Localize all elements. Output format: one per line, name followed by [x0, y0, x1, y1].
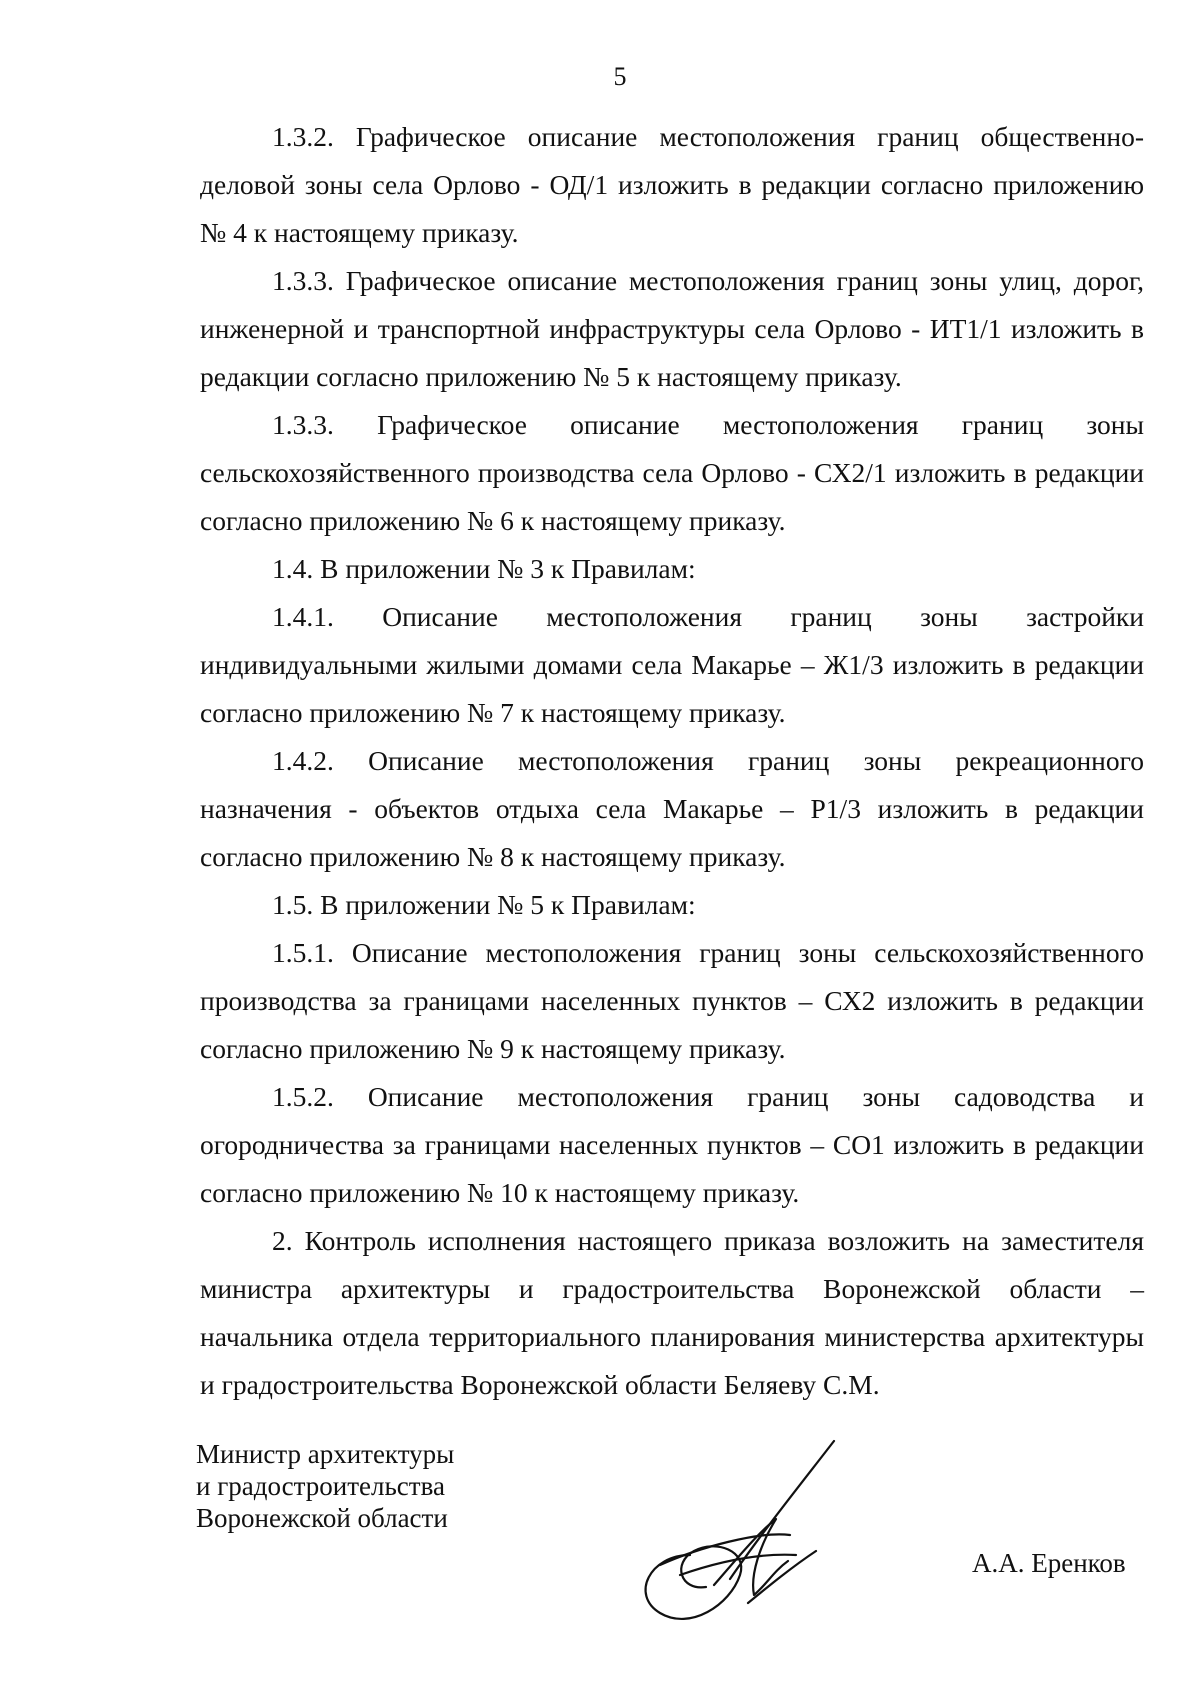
paragraph-1-5: 1.5. В приложении № 5 к Правилам:	[272, 889, 696, 920]
paragraph-1-5-2: 1.5.2. Описание местоположения границ зоны садоводства и огородничества за границами населенных пунктов – СО1 изложить в редакции согласно приложению № 10 к настоящему приказу.	[200, 1081, 1144, 1208]
signer-title-line-2: и градостроительства	[196, 1471, 445, 1501]
handwritten-signature	[620, 1435, 840, 1635]
page-number: 5	[613, 62, 627, 91]
signer-title-line-1: Министр архитектуры	[196, 1439, 455, 1469]
paragraph-1-4: 1.4. В приложении № 3 к Правилам:	[272, 553, 696, 584]
document-body	[200, 113, 1144, 1409]
paragraph-2: 2. Контроль исполнения настоящего приказа возложить на заместителя министра архитектуры и градостроительства Воронежской области – начальника отдела территориального планирования министерства архитектуры и градостроительства Воронежской области Беляеву С.М.	[200, 1225, 1144, 1400]
paragraph-1-4-2: 1.4.2. Описание местоположения границ зоны рекреационного назначения - объектов отдыха села Макарье – Р1/3 изложить в редакции согласно приложению № 8 к настоящему приказу.	[200, 745, 1144, 872]
signer-title-line-3: Воронежской области	[196, 1503, 448, 1533]
paragraph-1-3-3-b: 1.3.3. Графическое описание местоположения границ зоны сельскохозяйственного производства села Орлово - СХ2/1 изложить в редакции согласно приложению № 6 к настоящему приказу.	[200, 409, 1144, 536]
paragraph-1-5-1: 1.5.1. Описание местоположения границ зоны сельскохозяйственного производства за границами населенных пунктов – СХ2 изложить в редакции согласно приложению № 9 к настоящему приказу.	[200, 937, 1144, 1064]
paragraph-1-4-1: 1.4.1. Описание местоположения границ зоны застройки индивидуальными жилыми домами села Макарье – Ж1/3 изложить в редакции согласно приложению № 7 к настоящему приказу.	[200, 601, 1144, 728]
paragraph-1-3-2: 1.3.2. Графическое описание местоположения границ общественно-деловой зоны села Орлово - ОД/1 изложить в редакции согласно приложению № 4 к настоящему приказу.	[200, 121, 1144, 248]
signer-name: А.А. Еренков	[972, 1548, 1126, 1578]
signer-title	[196, 1438, 454, 1534]
paragraph-1-3-3-a: 1.3.3. Графическое описание местоположения границ зоны улиц, дорог, инженерной и транспортной инфраструктуры села Орлово - ИТ1/1 изложить в редакции согласно приложению № 5 к настоящему приказу.	[200, 265, 1144, 392]
